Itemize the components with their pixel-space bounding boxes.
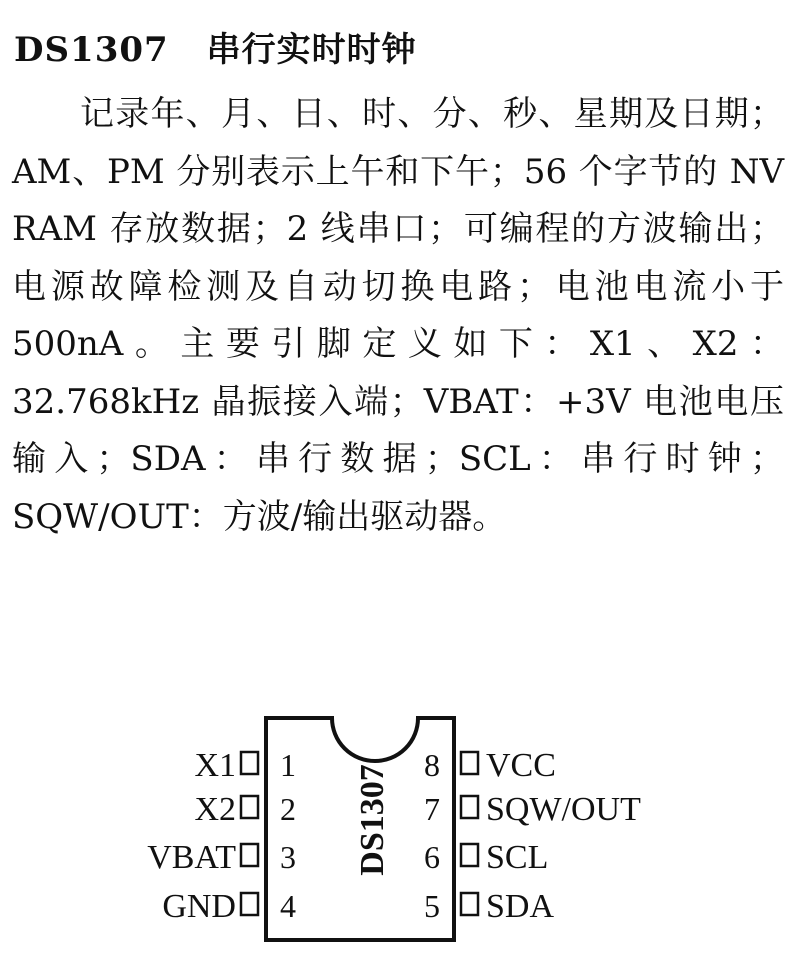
title-chip-name: DS1307 — [14, 30, 169, 70]
pin-label: VBAT — [147, 839, 236, 876]
pin-label: SQW/OUT — [486, 791, 641, 828]
pin-label: X1 — [194, 747, 236, 784]
pinout-diagram — [0, 700, 800, 953]
right-pin-8 — [424, 747, 556, 784]
pin-number: 6 — [424, 839, 440, 875]
chip-label: DS1307 — [353, 764, 391, 876]
pin-number: 2 — [280, 791, 296, 827]
pin-number: 3 — [280, 839, 296, 875]
left-pin-3 — [147, 839, 296, 876]
right-pin-7 — [424, 791, 641, 828]
pin-pad — [461, 844, 478, 866]
right-pin-5 — [424, 888, 554, 925]
description-paragraph: 记录年、月、日、时、分、秒、星期及日期；AM、PM 分别表示上午和下午；56 个字节的 NV RAM 存放数据；2 线串口；可编程的方波输出；电源故障检测及自动切换电路；电池电流小于 500nA。主要引脚定义如下：X1、X2：32.768kHz 晶振接入端；VBAT：+3V 电池电压输入；SDA：串行数据；SCL：串行时钟；SQW/OUT：方波/输出驱动器。 — [12, 94, 784, 537]
pin-pad — [241, 752, 258, 774]
page-title — [14, 22, 417, 71]
pin-label: GND — [162, 888, 236, 925]
pin-pad — [241, 796, 258, 818]
left-pin-4 — [162, 888, 296, 925]
left-pin-2 — [194, 791, 296, 828]
pin-pad — [461, 796, 478, 818]
pin-label: SCL — [486, 839, 549, 876]
pin-label: X2 — [194, 791, 236, 828]
pin-label: SDA — [486, 888, 555, 925]
pin-number: 7 — [424, 791, 440, 827]
pin-number: 5 — [424, 888, 440, 924]
pin-pad — [241, 844, 258, 866]
right-pin-6 — [424, 839, 548, 876]
pin-number: 8 — [424, 747, 440, 783]
pin-number: 4 — [280, 888, 296, 924]
pin-pad — [241, 893, 258, 915]
left-pin-1 — [194, 747, 296, 784]
title-chip-description: 串行实时时钟 — [206, 30, 417, 70]
pin-pad — [461, 893, 478, 915]
pin-pad — [461, 752, 478, 774]
pin-number: 1 — [280, 747, 296, 783]
pin-label: VCC — [486, 747, 556, 784]
